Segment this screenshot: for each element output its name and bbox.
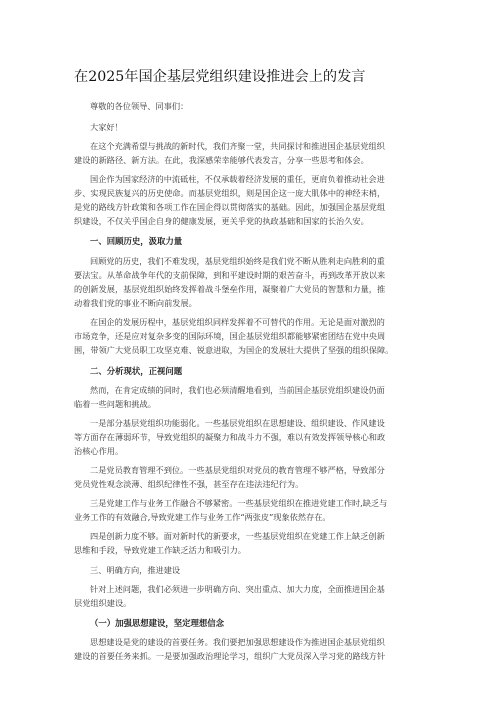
paragraph-line: 思想建设是党的建设的首要任务。我们要把加强思想建设作为推进国企基层党组织 [90, 637, 385, 647]
greeting: 大家好！ [90, 122, 123, 132]
paragraph-line: 是党的路线方针政策和各项工作在国企得以贯彻落实的基础。因此，加强国企基层党组 [74, 202, 386, 212]
paragraph-line: 步、实现民族复兴的历史使命。而基层党组织，则是国企这一庞大肌体中的神经末梢， [74, 188, 386, 198]
paragraph-line: 四是创新力度不够。面对新时代的新要求，一些基层党组织在党建工作上缺乏创新 [90, 531, 385, 541]
paragraph-line: 织建设，不仅关乎国企自身的健康发展，更关乎党的执政基础和国家的长治久安。 [74, 216, 369, 226]
paragraph-line: 在国企的发展历程中，基层党组织同样发挥着不可替代的作用。无论是面对激烈的 [90, 317, 385, 327]
paragraph-line: 党员党性观念淡薄、组织纪律性不强，甚至存在违法违纪行为。 [74, 479, 304, 489]
paragraph-line: 等方面存在薄弱环节，导致党组织的凝聚力和战斗力不强，难以有效发挥领导核心和政 [74, 432, 386, 442]
paragraph-line: 一是部分基层党组织功能弱化。一些基层党组织在思想建设、组织建设、作风建设 [90, 418, 385, 428]
paragraph-line: 要法宝。从革命战争年代的支前保障，到和平建设时期的艰苦奋斗，再到改革开放以来 [74, 270, 386, 280]
salutation: 尊敬的各位领导、同事们： [90, 101, 189, 111]
paragraph-line: 临着一些问题和挑战。 [74, 399, 156, 409]
paragraph-line: 思维和手段，导致党建工作缺乏活力和吸引力。 [74, 545, 246, 555]
paragraph-line: 围，带领广大党员职工攻坚克难、锐意进取，为国企的发展壮大提供了坚强的组织保障。 [74, 345, 394, 355]
paragraph-line: 动着我们党的事业不断向前发展。 [74, 298, 197, 308]
paragraph-line: 国企作为国家经济的中流砥柱，不仅承载着经济发展的重任，更肩负着推动社会进 [90, 174, 385, 184]
paragraph-line: 建设的首要任务来抓。一是要加强政治理论学习，组织广大党员深入学习党的路线方针 [74, 651, 386, 661]
paragraph-line: 回顾党的历史，我们不难发现，基层党组织始终是我们党不断从胜利走向胜利的重 [90, 256, 385, 266]
section-heading: 二、分析现状，正视问题 [90, 366, 183, 376]
paragraph-line: 层党组织建设。 [74, 598, 132, 608]
paragraph-line: 然而，在肯定成绩的同时，我们也必须清醒地看到，当前国企基层党组织建设仍面 [90, 385, 385, 395]
paragraph-line: 的创新发展，基层党组织始终发挥着战斗堡垒作用，凝聚着广大党员的智慧和力量，推 [74, 284, 386, 294]
paragraph-line: 针对上述问题，我们必须进一步明确方向、突出重点、加大力度，全面推进国企基 [90, 584, 385, 594]
paragraph-line: 治核心作用。 [74, 446, 124, 456]
subsection-heading: （一）加强思想建设，坚定理想信念 [90, 618, 224, 628]
section-heading: 三、明确方向，推进建设 [90, 565, 181, 575]
paragraph-line: 在这个充满希望与挑战的新时代，我们齐聚一堂，共同探讨和推进国企基层党组织 [90, 141, 385, 151]
document-title: 在2025年国企基层党组织建设推进会上的发言 [74, 69, 366, 85]
paragraph-line: 建设的新路径、新方法。在此，我深感荣幸能够代表发言，分享一些思考和体会。 [74, 155, 369, 165]
paragraph-line: 市场竞争，还是应对复杂多变的国际环境，国企基层党组织都能够紧密团结在党中央周 [74, 331, 386, 341]
paragraph-line: 业务工作的有效融合,导致党建工作与业务工作“两张皮”现象依然存在。 [74, 512, 331, 522]
paragraph-line: 三是党建工作与业务工作融合不够紧密。一些基层党组织在推进党建工作时,缺乏与 [90, 498, 388, 508]
section-heading: 一、回顾历史，汲取力量 [90, 236, 183, 246]
paragraph-line: 二是党员教育管理不到位。一些基层党组织对党员的教育管理不够严格，导致部分 [90, 465, 385, 475]
